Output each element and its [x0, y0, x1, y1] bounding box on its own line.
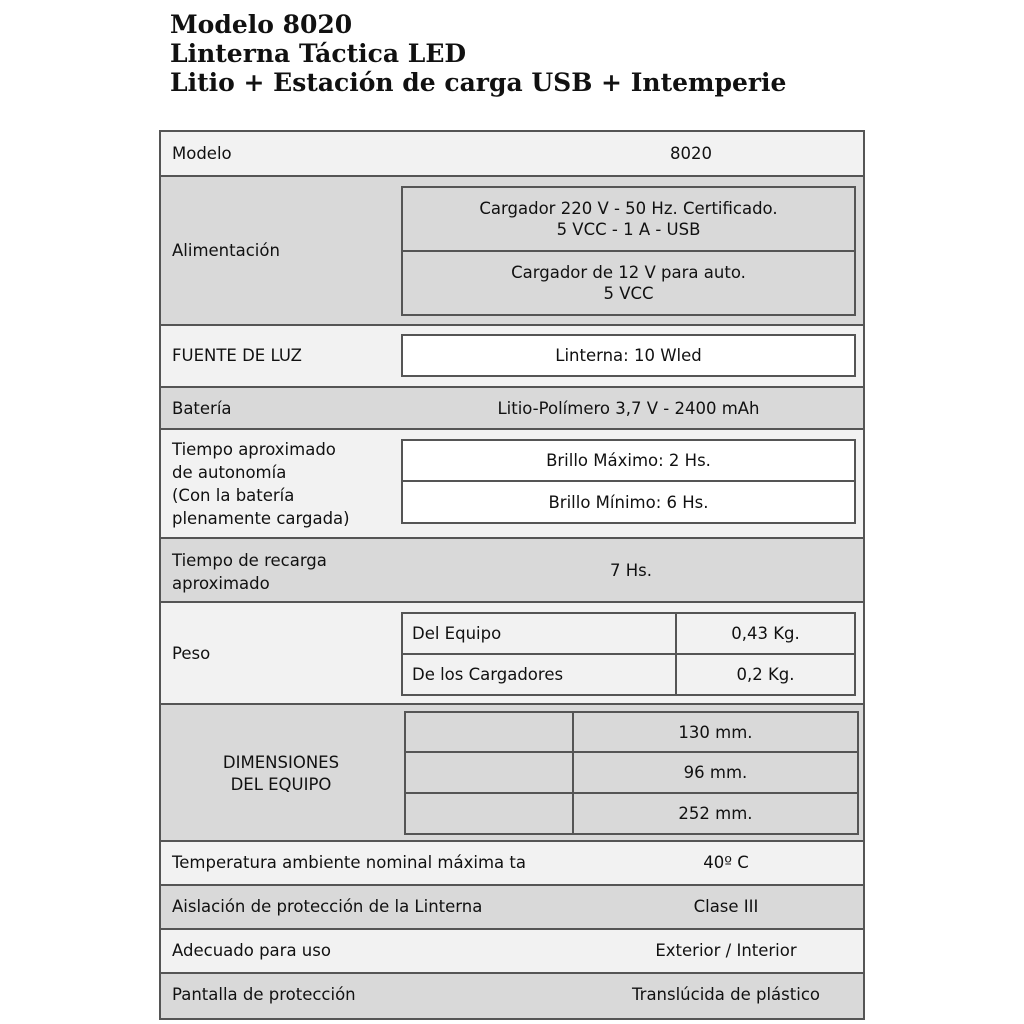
label-dimensiones	[161, 752, 401, 796]
label-dimensiones-line2: DEL EQUIPO	[230, 775, 332, 794]
row-uso	[161, 930, 863, 974]
peso-equipo-label: Del Equipo	[403, 614, 677, 655]
label-dimensiones-line1: DIMENSIONES	[222, 753, 340, 772]
label-uso: Adecuado para uso	[172, 941, 331, 960]
peso-equipo-value: 0,43 Kg.	[677, 614, 854, 655]
label-bateria: Batería	[172, 399, 232, 418]
label-autonomia-line3: (Con la batería	[172, 486, 295, 505]
label-autonomia-line1: Tiempo aproximado	[172, 440, 336, 459]
label-recarga-line2: aproximado	[172, 574, 270, 593]
label-recarga-line1: Tiempo de recarga	[172, 551, 327, 570]
value-pantalla: Translúcida de plástico	[632, 985, 820, 1004]
row-peso	[161, 603, 863, 705]
label-peso: Peso	[172, 644, 211, 663]
label-autonomia-line2: de autonomía	[172, 463, 287, 482]
charger-220-line1: Cargador 220 V - 50 Hz. Certificado.	[479, 199, 778, 218]
dimension-value: 252 mm.	[678, 804, 753, 823]
dimension-value: 96 mm.	[574, 753, 857, 794]
value-bateria: Litio-Polímero 3,7 V - 2400 mAh	[497, 399, 760, 418]
value-brillo-maximo: Brillo Máximo: 2 Hs.	[403, 441, 854, 482]
dimension-label-cell	[406, 753, 574, 794]
spec-table	[159, 130, 865, 1020]
peso-box	[401, 612, 856, 696]
row-autonomia	[161, 430, 863, 539]
value-uso: Exterior / Interior	[655, 941, 797, 960]
value-brillo-minimo: Brillo Mínimo: 6 Hs.	[548, 492, 709, 512]
label-alimentacion: Alimentación	[172, 241, 280, 260]
row-fuente-luz	[161, 326, 863, 388]
dimension-value: 130 mm.	[574, 713, 857, 753]
row-recarga	[161, 539, 863, 603]
row-pantalla	[161, 974, 863, 1018]
page-title-block	[170, 10, 786, 97]
label-fuente-luz: FUENTE DE LUZ	[172, 346, 302, 365]
label-aislacion: Aislación de protección de la Linterna	[172, 897, 483, 916]
label-modelo: Modelo	[172, 144, 232, 163]
row-temperatura	[161, 842, 863, 886]
charger-12-line2: 5 VCC	[603, 284, 654, 303]
row-bateria	[161, 388, 863, 430]
title-features: Litio + Estación de carga USB + Intemperie	[170, 68, 787, 97]
peso-cargadores-label: De los Cargadores	[403, 655, 677, 694]
charger-220-line2: 5 VCC - 1 A - USB	[556, 220, 701, 239]
row-modelo	[161, 132, 863, 177]
row-aislacion	[161, 886, 863, 930]
value-recarga: 7 Hs.	[610, 561, 652, 580]
label-recarga	[172, 549, 327, 595]
row-dimensiones	[161, 705, 863, 842]
charger-12-cell	[403, 252, 854, 314]
value-fuente-luz: Linterna: 10 Wled	[555, 346, 702, 365]
value-aislacion: Clase III	[693, 897, 759, 916]
value-temperatura: 40º C	[703, 853, 749, 872]
label-pantalla: Pantalla de protección	[172, 985, 356, 1004]
autonomia-box	[401, 439, 856, 524]
label-autonomia-line4: plenamente cargada)	[172, 509, 350, 528]
charger-12-line1: Cargador de 12 V para auto.	[511, 263, 746, 282]
peso-cargadores-value: 0,2 Kg.	[736, 665, 795, 684]
dimensiones-box	[404, 711, 859, 835]
alimentacion-box	[401, 186, 856, 316]
row-alimentacion	[161, 177, 863, 326]
charger-220-cell	[403, 188, 854, 252]
title-model: Modelo 8020	[170, 10, 353, 39]
dimension-label-cell	[406, 794, 574, 833]
label-temperatura: Temperatura ambiente nominal máxima ta	[172, 853, 526, 872]
value-modelo: 8020	[670, 144, 712, 163]
fuente-luz-box	[401, 334, 856, 377]
label-autonomia	[172, 438, 350, 530]
title-product: Linterna Táctica LED	[170, 39, 467, 68]
dimension-label-cell	[406, 713, 574, 753]
